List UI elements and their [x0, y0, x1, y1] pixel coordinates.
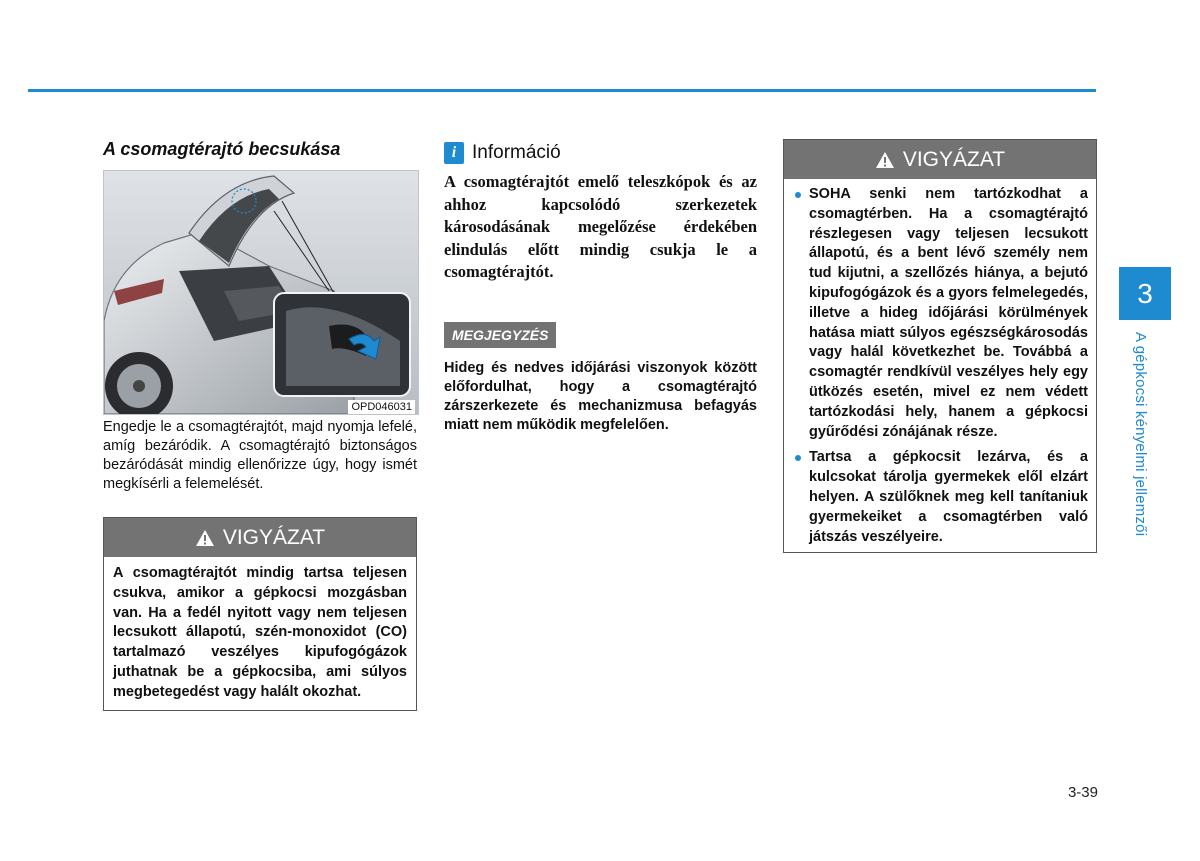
- warning-title: VIGYÁZAT: [902, 147, 1006, 171]
- list-item: [792, 185, 1088, 442]
- info-icon: i: [444, 142, 464, 164]
- caption-text: Engedje le a csomagtérajtót, majd nyomja lefelé, amíg bezáródik. A csomagtérajtó biztonságos bezáródását mindig ellenőrizze úgy, hogy ismét megkísérli a felemelését.: [103, 419, 417, 492]
- column-left: [103, 138, 417, 711]
- note-text: Hideg és nedves időjárási viszonyok között előfordulhat, hogy a csomagtérajtó zárszerkezete és mechanizmusa befagyás miatt nem működik megfelelően.: [444, 360, 757, 433]
- warning-triangle-icon: [195, 529, 215, 547]
- warning-text: A csomagtérajtót mindig tartsa teljesen csukva, amikor a gépkocsi mozgásban van. Ha a fedél nyitott vagy nem teljesen lecsukott állapotú, szén-monoxidot (CO) tartalmazó veszélyes kipufogógázok juthatnak be a gépkocsiba, ami súlyos megbetegedést vagy halált okozhat.: [113, 565, 407, 700]
- note-label: MEGJEGYZÉS: [444, 322, 556, 348]
- car-tailgate-image: [104, 171, 418, 414]
- warning-box-left: [103, 517, 417, 711]
- warning-box-right: [783, 139, 1097, 553]
- warning-body: [784, 179, 1096, 552]
- warning-bullet-list: [792, 185, 1088, 547]
- warning-header: [784, 140, 1096, 179]
- figure-code: OPD046031: [348, 400, 415, 414]
- warning-title: VIGYÁZAT: [222, 525, 326, 549]
- chapter-number-tab: 3: [1119, 267, 1171, 320]
- bullet-text: SOHA senki nem tartózkodhat a csomagtérben. Ha a csomagtérajtó részlegesen vagy teljesen lecsukott állapotú, és a bent lévő személy nem tud kijutni, a szellőzés hiánya, a bejutó kipufogógázok és a gyors felmelegedés, illetve a hideg időjárási körülmények hatása miatt súlyos egészségkárosodás vagy halál következhet be. Továbbá a csomagtér rendkívül veszélyes hely egy ütközés esetén, mivel ez nem védett tartózkodási hely, hanem a gépkocsi gyűrődési zónájának része.: [809, 186, 1088, 440]
- tailgate-illustration: [103, 170, 419, 415]
- chapter-title: A gépkocsi kényelmi jellemzői: [1132, 332, 1149, 537]
- top-rule: [28, 89, 1096, 92]
- section-title: A csomagtérajtó becsukása: [103, 139, 341, 159]
- page-number: 3-39: [1067, 784, 1098, 801]
- column-middle: [444, 140, 757, 450]
- info-heading: [444, 140, 757, 165]
- column-right: [783, 139, 1097, 553]
- info-title: Információ: [472, 141, 561, 163]
- warning-triangle-icon: [875, 151, 895, 169]
- info-text: A csomagtérajtót emelő teleszkópok és az ahhoz kapcsolódó szerkezetek károsodásának megelőzése érdekében elindulás előtt mindig csukja le a csomagtérajtót.: [444, 172, 757, 281]
- list-item: [792, 448, 1088, 547]
- bullet-text: Tartsa a gépkocsit lezárva, és a kulcsokat tárolja gyermekek elől elzárt helyen. A szülőknek meg kell tanítaniuk gyermekeiket a csomagtérben való játszás veszélyeire.: [809, 449, 1088, 545]
- warning-header: [104, 518, 416, 557]
- bullet-dot-icon: [795, 455, 801, 461]
- bullet-dot-icon: [795, 192, 801, 198]
